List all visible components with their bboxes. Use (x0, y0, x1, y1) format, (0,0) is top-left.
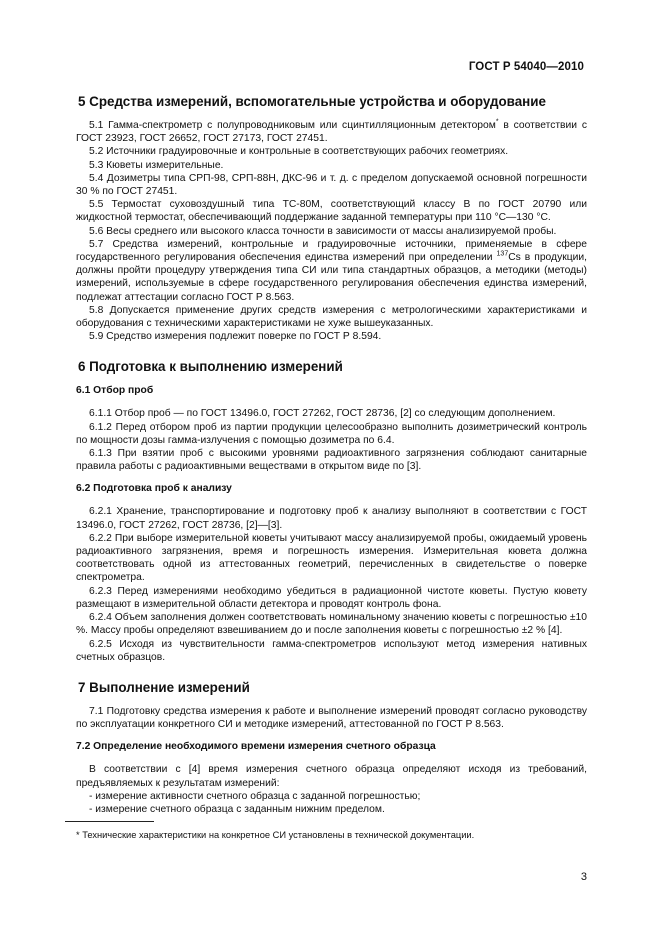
subsection-6-2-title: 6.2 Подготовка проб к анализу (76, 483, 232, 495)
paragraph-6-2-1: 6.2.1 Хранение, транспортирование и подготовку проб к анализу выполняют в соответствии с ГОСТ 13496.0, ГОСТ 27262, ГОСТ 28736, [2]—[3]. (76, 506, 587, 531)
footnote: * Технические характеристики на конкретное СИ установлены в технической документации. (76, 830, 475, 840)
paragraph-5-2: 5.2 Источники градуировочные и контрольные в соответствующих рабочих геометриях. (89, 146, 509, 158)
paragraph-5-3: 5.3 Кюветы измерительные. (89, 159, 224, 171)
paragraph-6-2-5: 6.2.5 Исходя из чувствительности гамма-спектрометров используют метод измерения нативных счетных образцов. (76, 638, 587, 663)
paragraph-6-1-3: 6.1.3 При взятии проб с высокими уровнями радиоактивного загрязнения соблюдают санитарные правила работы с радиоактивными веществами в открытом виде по [3]. (76, 448, 587, 473)
page-number: 3 (580, 871, 587, 883)
paragraph-6-2-2: 6.2.2 При выборе измерительной кюветы учитывают массу анализируемой пробы, ожидаемый уровень радиоактивного загрязнения, время и погрешность измерения. Измерительная кювета должна соответствовать одной из аттестованных геометрий, перечисленных в свидетельстве о поверке спектрометра. (76, 532, 587, 584)
paragraph-5-1-text-a: 5.1 Гамма-спектрометр с полупроводниковым или сцинтилляционным детектором (89, 120, 496, 131)
paragraph-5-1 (76, 119, 587, 145)
paragraph-5-5: 5.5 Термостат суховоздушный типа ТС-80М, соответствующий классу В по ГОСТ 20790 или жидкостной термостат, обеспечивающий поддержание заданной температуры при 110 °С—130 °С. (76, 199, 587, 224)
footnote-mark: * (495, 118, 499, 126)
list-item: - измерение счетного образца с заданным нижним пределом. (89, 803, 385, 815)
paragraph-5-7-text-b: Cs в продукции, должны пройти процедуру утверждения типа СИ или типа стандартных образцов, а методики (методы) измерений, используемые в сфере государственного регулирования обеспечения единства измерений, подлежат аттестации согласно ГОСТ Р 8.563. (76, 252, 587, 303)
paragraph-5-7-text-a: 5.7 Средства измерений, контрольные и градуировочные источники, применяемые в сфере государственного регулирования обеспечения единства измерений при определении (76, 238, 587, 264)
subsection-6-1-title: 6.1 Отбор проб (76, 385, 154, 397)
paragraph-5-4: 5.4 Дозиметры типа СРП-98, СРП-88Н, ДКС-96 и т. д. с пределом допускаемой основной погрешности 30 % по ГОСТ 27451. (76, 172, 587, 198)
paragraph-5-8: 5.8 Допускается применение других средств измерения с метрологическими характеристиками и оборудования с техническими характеристиками не хуже вышеуказанных. (76, 304, 587, 330)
section-6-title: 6 Подготовка к выполнению измерений (78, 359, 343, 375)
page-content (76, 86, 587, 816)
footnote-divider (65, 821, 154, 822)
paragraph-5-7 (76, 238, 587, 304)
section-5-title: 5 Средства измерений, вспомогательные устройства и оборудование (78, 94, 546, 109)
paragraph-6-1-2: 6.1.2 Перед отбором проб из партии продукции целесообразно выполнить дозиметрический контроль по мощности дозы гамма-излучения с помощью дозиметра по 6.4. (76, 421, 587, 446)
paragraph-5-9: 5.9 Средство измерения подлежит поверке по ГОСТ Р 8.594. (89, 331, 382, 343)
paragraph-5-6: 5.6 Весы среднего или высокого класса точности в зависимости от массы анализируемой пробы. (89, 225, 557, 237)
paragraph-7-2: В соответствии с [4] время измерения счетного образца определяют исходя из требований, предъявляемых к результатам измерений: (76, 764, 587, 789)
section-7-title: 7 Выполнение измерений (78, 679, 250, 695)
paragraph-7-1: 7.1 Подготовку средства измерения к работе и выполнение измерений проводят согласно руководству по эксплуатации конкретного СИ и методике измерений, аттестованной по ГОСТ Р 8.563. (76, 705, 587, 731)
subsection-7-2-title: 7.2 Определение необходимого времени измерения счетного образца (76, 741, 436, 753)
paragraph-6-2-3: 6.2.3 Перед измерениями необходимо убедиться в радиационной чистоте кюветы. Пустую кювету размещают в измерительной области детектора и проводят контроль фона. (76, 585, 587, 610)
list-item: - измерение активности счетного образца с заданной погрешностью; (89, 790, 421, 802)
document-header: ГОСТ Р 54040—2010 (468, 61, 584, 73)
paragraph-5-1-text-b: в соответствии с ГОСТ 23923, ГОСТ 26652, ГОСТ 27173, ГОСТ 27451. (76, 120, 587, 145)
paragraph-6-1-1: 6.1.1 Отбор проб — по ГОСТ 13496.0, ГОСТ 27262, ГОСТ 28736, [2] со следующим дополнением. (89, 408, 556, 420)
isotope-mass-number: 137 (496, 250, 509, 258)
paragraph-6-2-4: 6.2.4 Объем заполнения должен соответствовать номинальному значению кюветы с погрешностью ±10 %. Массу пробы определяют взвешиванием до и после заполнения кюветы с погрешностью ±2 % [4]. (76, 612, 587, 637)
